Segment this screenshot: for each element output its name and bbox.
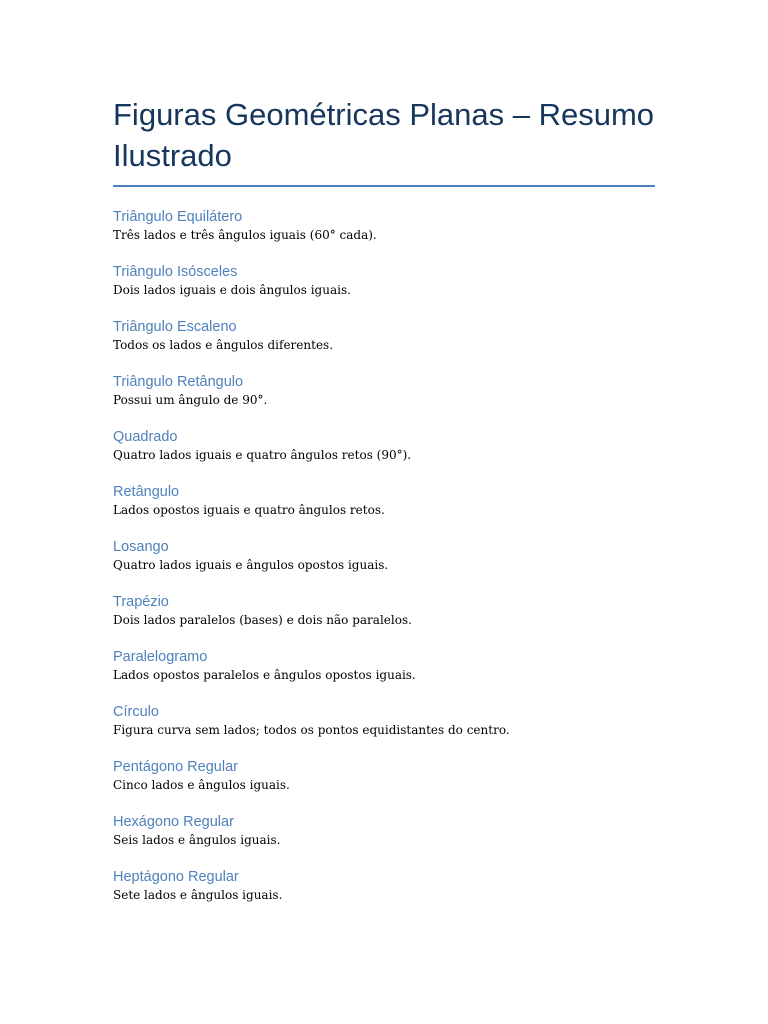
- section-body: Figura curva sem lados; todos os pontos equidistantes do centro.: [113, 723, 510, 737]
- section-heading: Círculo: [113, 704, 159, 720]
- document-title: Figuras Geométricas Planas – Resumo Ilustrado: [113, 97, 655, 173]
- section-triangulo-retangulo: [113, 372, 655, 409]
- document-page: [113, 94, 655, 922]
- section-heading: Triângulo Retângulo: [113, 374, 244, 390]
- section-triangulo-escaleno: [113, 317, 655, 354]
- section-heading: Hexágono Regular: [113, 814, 234, 830]
- section-body: Todos os lados e ângulos diferentes.: [113, 338, 334, 352]
- section-body: Quatro lados iguais e ângulos opostos iguais.: [113, 558, 389, 572]
- section-heading: Heptágono Regular: [113, 869, 239, 885]
- section-body: Seis lados e ângulos iguais.: [113, 833, 281, 847]
- section-heading: Triângulo Equilátero: [113, 209, 243, 225]
- section-heading: Pentágono Regular: [113, 759, 238, 775]
- section-heading: Paralelogramo: [113, 649, 208, 665]
- section-body: Três lados e três ângulos iguais (60° cada).: [113, 228, 377, 242]
- section-body: Lados opostos paralelos e ângulos opostos iguais.: [113, 668, 416, 682]
- section-heptagono-regular: [113, 867, 655, 904]
- section-heading: Triângulo Isósceles: [113, 264, 238, 280]
- section-body: Cinco lados e ângulos iguais.: [113, 778, 290, 792]
- section-pentagono-regular: [113, 757, 655, 794]
- section-body: Dois lados paralelos (bases) e dois não paralelos.: [113, 613, 412, 627]
- section-triangulo-isosceles: [113, 262, 655, 299]
- title-divider: [113, 185, 655, 187]
- section-heading: Quadrado: [113, 429, 178, 445]
- section-heading: Losango: [113, 539, 169, 555]
- section-hexagono-regular: [113, 812, 655, 849]
- section-body: Quatro lados iguais e quatro ângulos retos (90°).: [113, 448, 412, 462]
- section-quadrado: [113, 427, 655, 464]
- section-heading: Retângulo: [113, 484, 180, 500]
- section-circulo: [113, 702, 655, 739]
- section-body: Dois lados iguais e dois ângulos iguais.: [113, 283, 351, 297]
- section-triangulo-equilatero: [113, 207, 655, 244]
- section-retangulo: [113, 482, 655, 519]
- section-body: Sete lados e ângulos iguais.: [113, 888, 283, 902]
- section-heading: Triângulo Escaleno: [113, 319, 237, 335]
- section-body: Possui um ângulo de 90°.: [113, 393, 268, 407]
- section-trapezio: [113, 592, 655, 629]
- section-body: Lados opostos iguais e quatro ângulos retos.: [113, 503, 385, 517]
- section-heading: Trapézio: [113, 594, 169, 610]
- section-losango: [113, 537, 655, 574]
- section-paralelogramo: [113, 647, 655, 684]
